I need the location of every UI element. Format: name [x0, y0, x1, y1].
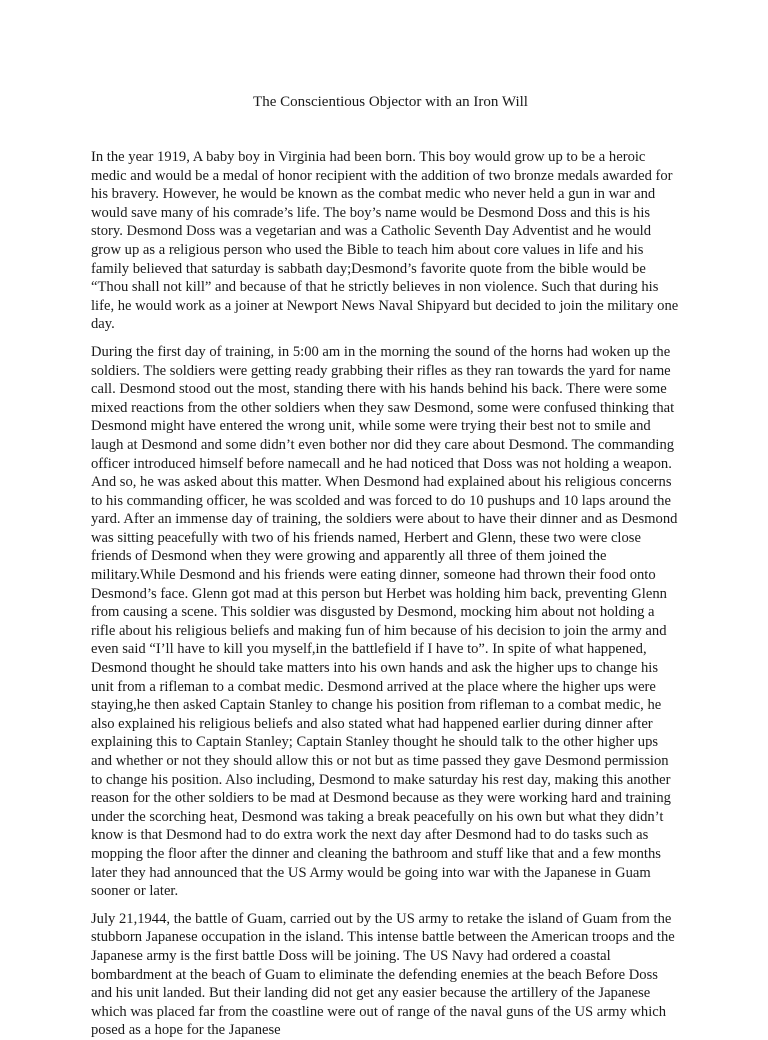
paragraph-1: In the year 1919, A baby boy in Virginia had been born. This boy would grow up to be a heroic medic and would be a medal of honor recipient with the addition of two bronze medals awarded for his bravery. However, he would be known as the combat medic who never held a gun in war and would save many of his comrade’s life. The boy’s name would be Desmond Doss and this is his story. Desmond Doss was a vegetarian and was a Catholic Seventh Day Adventist and he would grow up as a religious person who used the Bible to teach him about core values in life and his family believed that saturday is sabbath day;Desmond’s favorite quote from the bible would be “Thou shall not kill” and because of that he strictly believes in non violence. Such that during his life, he would work as a joiner at Newport News Naval Shipyard but decided to join the military one day. — [91, 149, 679, 333]
document-title: The Conscientious Objector with an Iron Will — [253, 94, 528, 110]
paragraph-2: During the first day of training, in 5:00 am in the morning the sound of the horns had woken up the soldiers. The soldiers were getting ready grabbing their rifles as they ran towards the yard for name call. Desmond stood out the most, standing there with his hands behind his back. There were some mixed reactions from the other soldiers when they saw Desmond, some were confused thinking that Desmond might have entered the wrong unit, while some were trying their best not to smile and laugh at Desmond and some didn’t even bother nor did they care about Desmond. The commanding officer introduced himself before namecall and he had noticed that Doss was not holding a weapon. And so, he was asked about this matter. When Desmond had explained about his religious concerns to his commanding officer, he was scolded and was forced to do 10 pushups and 10 laps around the yard. After an immense day of training, the soldiers were about to have their dinner and as Desmond was sitting peacefully with two of his friends named, Herbert and Glenn, these two were close friends of Desmond when they were growing and apparently all three of them joined the military.While Desmond and his friends were eating dinner, someone had thrown their food onto Desmond’s face. Glenn got mad at this person but Herbet was holding him back, preventing Glenn from causing a scene. This soldier was disgusted by Desmond, mocking him about not holding a rifle about his religious beliefs and making fun of him because of his decision to join the army and even said “I’ll have to kill you myself,in the battlefield if I have to”. In spite of what happened, Desmond thought he should take matters into his own hands and ask the higher ups to change his unit from a rifleman to a combat medic. Desmond arrived at the place where the higher ups were staying,he then asked Captain Stanley to change his position from rifleman to a combat medic, he also explained his religious beliefs and also stated what had happened earlier during dinner after explaining this to Captain Stanley; Captain Stanley thought he should talk to the other higher ups and whether or not they should allow this or not but as time passed they gave Desmond permission to change his position. Also including, Desmond to make saturday his rest day, making this another reason for the other soldiers to be mad at Desmond because as they were working hard and training under the scorching heat, Desmond was taking a break peacefully on his own but what they didn’t know is that Desmond had to do extra work the next day after Desmond had to do tasks such as mopping the floor after the dinner and cleaning the bathroom and stuff like that and a few months later they had announced that the US Army would be going into war with the Japanese in Guam sooner or later. — [91, 343, 678, 900]
paragraph-3: July 21,1944, the battle of Guam, carried out by the US army to retake the island of Guam from the stubborn Japanese occupation in the island. This intense battle between the American troops and the Japanese army is the first battle Doss will be joining. The US Navy had ordered a coastal bombardment at the beach of Guam to eliminate the defending enemies at the beach Before Doss and his unit landed. But their landing did not get any easier because the artillery of the Japanese which was placed far from the coastline were out of range of the naval guns of the US army which posed as a hope for the Japanese — [91, 910, 675, 1039]
